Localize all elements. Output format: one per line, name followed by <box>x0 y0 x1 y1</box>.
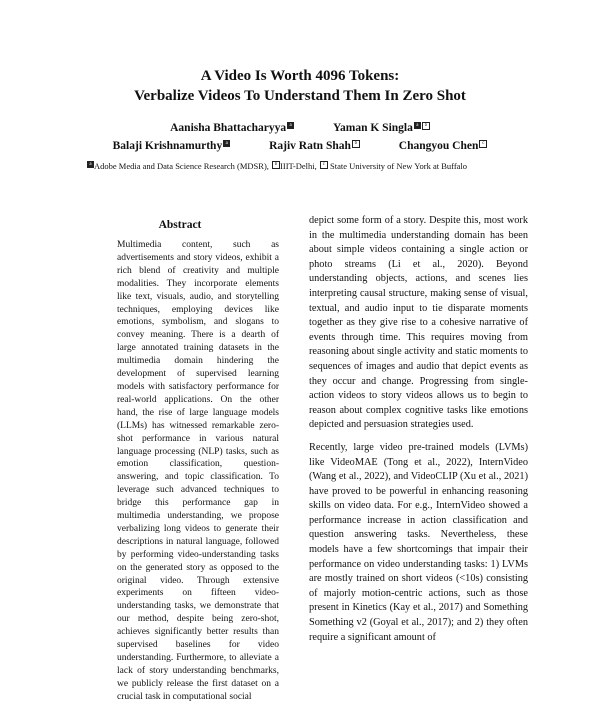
author-name: Changyou Chen <box>398 140 479 152</box>
affiliation-mark-icon: c <box>320 161 328 169</box>
author-name: Yaman K Singla <box>332 122 413 134</box>
affiliation-mark-icon: a <box>287 122 294 129</box>
abstract-text: Multimedia content, such as advertisements and story videos, exhibit a rich blend of creativity and multiple modalities. They incorporate elements like text, visuals, audio, and storytelling techniques, employing devices like emotions, symbolism, and slogans to convey meaning. There is a dearth of large annotated training datasets in the multimedia domain hindering the development of supervised learning models with satisfactory performance for real-world applications. On the other hand, the rise of large language models (LLMs) has witnessed remarkable zero-shot performance in various natural language processing (NLP) tasks, such as emotion classification, question-answering, and topic classification. To leverage such advanced techniques to bridge this performance gap in multimedia understanding, we propose verbalizing long videos to generate their descriptions in natural language, followed by performing video-understanding tasks on the generated story as opposed to the original video. Through extensive experiments on fifteen video-understanding tasks, we demonstrate that our method, despite being zero-shot, achieves significantly better results than supervised baselines for video understanding. Furthermore, to alleviate a lack of story understanding benchmarks, we publicly release the first dataset on a crucial task in computational social <box>117 240 279 702</box>
affiliation-mark-icon: b <box>352 140 360 148</box>
author-list <box>0 119 600 155</box>
affiliation-mark-icon: a <box>87 161 94 168</box>
body-paragraph: Recently, large video pre-trained models (LVMs) like VideoMAE (Tong et al., 2022), InternVideo (Wang et al., 2022), and VideoCLIP (Xu et al., 2021) have proved to be powerful in enhancing reasoning skills on video data. For e.g., InternVideo showed a performance increase in action classification and question answering tasks. Nevertheless, these models have a few shortcomings that impair their performance on video understanding tasks: 1) LVMs are mostly trained on short videos (<10s) consisting of majorly motion-centric actions, such as those present in Kinetics (Kay et al., 2017) and Something Something v2 (Goyal et al., 2017); and 2) they often require a significant amount of <box>309 441 528 643</box>
author-row-1 <box>0 119 600 137</box>
affiliation-adobe: Adobe Media and Data Science Research (MDSR), <box>94 161 269 171</box>
title-line-1: A Video Is Worth 4096 Tokens: <box>200 68 400 84</box>
affiliation-mark-icon: c <box>479 140 487 148</box>
affiliations <box>86 160 586 172</box>
author-name: Balaji Krishnamurthy <box>112 140 223 152</box>
affiliation-iiit: IIIT-Delhi, <box>280 161 317 171</box>
abstract-heading: Abstract <box>158 219 202 231</box>
author-name: Rajiv Ratn Shah <box>269 140 351 152</box>
affiliation-mark-icon: a <box>223 140 230 147</box>
title-line-2: Verbalize Videos To Understand Them In Zero Shot <box>134 88 466 104</box>
affiliation-mark-icon: b <box>272 161 280 169</box>
author-name: Aanisha Bhattacharyya <box>170 122 287 134</box>
author-row-2 <box>0 137 600 155</box>
body-column-right <box>309 214 528 645</box>
body-paragraph: depict some form of a story. Despite this, most work in the multimedia understanding domain has been about simple videos containing a single action or photo streams (Li et al., 2020). Beyond understanding objects, actions, and scenes lies interpreting causal structure, making sense of visual, textual, and audio input to tie disparate moments together as they give rise to a cohesive narrative of events through time. This requires moving from reasoning about single activity and static moments to sequences of images and audio that depict events as they occur and change. Progressing from single-action videos to story videos allows us to begin to reason about complex cognitive tasks like emotions depicted and persuasion strategies used. <box>309 215 528 431</box>
affiliation-mark-icon: a <box>414 122 421 129</box>
paper-title <box>0 66 600 106</box>
affiliation-suny: State University of New York at Buffalo <box>330 161 468 171</box>
affiliation-mark-icon: b <box>422 122 430 130</box>
